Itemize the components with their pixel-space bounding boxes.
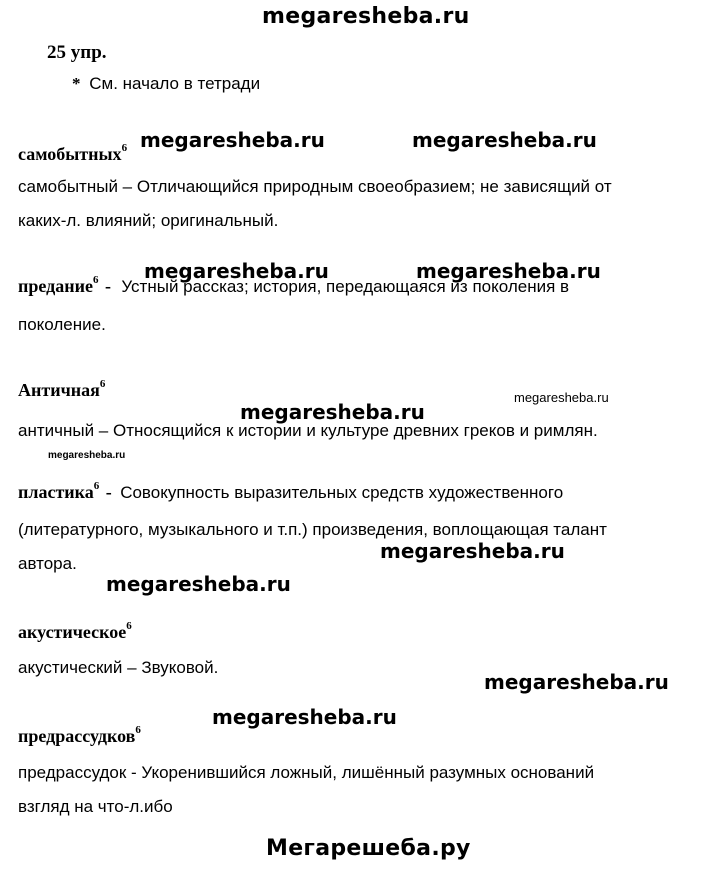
footnote-marker: 6 bbox=[93, 480, 100, 492]
term-label: предрассудков bbox=[18, 726, 136, 746]
watermark: megaresheba.ru bbox=[106, 572, 291, 596]
watermark: megaresheba.ru bbox=[514, 390, 609, 405]
footnote-marker: 6 bbox=[135, 724, 141, 736]
definition-akusticheskii: акустический – Звуковой. bbox=[18, 658, 219, 677]
definition-line: взгляд на что-л.ибо bbox=[18, 797, 173, 816]
term-label: Античная bbox=[18, 380, 100, 400]
definition-predanie-cont: поколение. bbox=[18, 315, 106, 334]
definition-samobytnyi bbox=[18, 170, 708, 238]
definition-line: Устный рассказ; история, передающаяся из поколения в bbox=[121, 277, 570, 296]
definition-plastika-cont bbox=[18, 513, 708, 581]
watermark: megaresheba.ru bbox=[484, 670, 669, 694]
term-dash: - bbox=[105, 482, 112, 502]
term-antichnaya bbox=[18, 380, 105, 401]
watermark: megaresheba.ru bbox=[380, 539, 565, 563]
definition-predrassudok bbox=[18, 756, 708, 824]
entry-plastika bbox=[18, 482, 563, 503]
header-site-watermark: megaresheba.ru bbox=[262, 4, 470, 29]
term-predrassudkov bbox=[18, 726, 141, 747]
watermark: megaresheba.ru bbox=[240, 400, 425, 424]
watermark: megaresheba.ru bbox=[412, 128, 597, 152]
definition-antichnyi: античный – Относящийся к истории и культуре древних греков и римлян. bbox=[18, 421, 598, 440]
term-plastika bbox=[18, 482, 99, 502]
exercise-note bbox=[72, 74, 260, 94]
term-akusticheskoe bbox=[18, 622, 132, 643]
footer-site-watermark: Мегарешеба.ру bbox=[266, 836, 471, 861]
term-samobytnykh bbox=[18, 144, 127, 165]
watermark: megaresheba.ru bbox=[416, 259, 601, 283]
definition-line: каких-л. влияний; оригинальный. bbox=[18, 211, 279, 230]
entry-predanie bbox=[18, 276, 569, 297]
term-label: предание bbox=[18, 276, 93, 296]
footnote-marker: 6 bbox=[121, 142, 128, 154]
note-text: См. начало в тетради bbox=[89, 74, 261, 93]
definition-line: предрассудок - Укоренившийся ложный, лишённый разумных оснований bbox=[18, 763, 595, 782]
footnote-marker: 6 bbox=[99, 378, 106, 390]
footnote-marker: 6 bbox=[126, 620, 132, 632]
watermark: megaresheba.ru bbox=[140, 128, 325, 152]
term-label: акустическое bbox=[18, 622, 127, 642]
term-label: пластика bbox=[18, 482, 94, 502]
watermark: megaresheba.ru bbox=[144, 259, 329, 283]
definition-line: Совокупность выразительных средств художественного bbox=[120, 483, 564, 502]
exercise-number: 25 упр. bbox=[47, 42, 107, 63]
term-dash: - bbox=[104, 276, 111, 296]
definition-line: самобытный – Отличающийся природным своеобразием; не зависящий от bbox=[18, 177, 612, 196]
watermark: megaresheba.ru bbox=[48, 450, 126, 461]
term-predanie bbox=[18, 276, 98, 296]
definition-line: (литературного, музыкального и т.п.) произведения, воплощающая талант bbox=[18, 520, 607, 539]
definition-line: автора. bbox=[18, 554, 77, 573]
watermark: megaresheba.ru bbox=[212, 705, 397, 729]
note-star: * bbox=[72, 74, 81, 93]
term-label: самобытных bbox=[18, 144, 122, 164]
footnote-marker: 6 bbox=[92, 274, 99, 286]
